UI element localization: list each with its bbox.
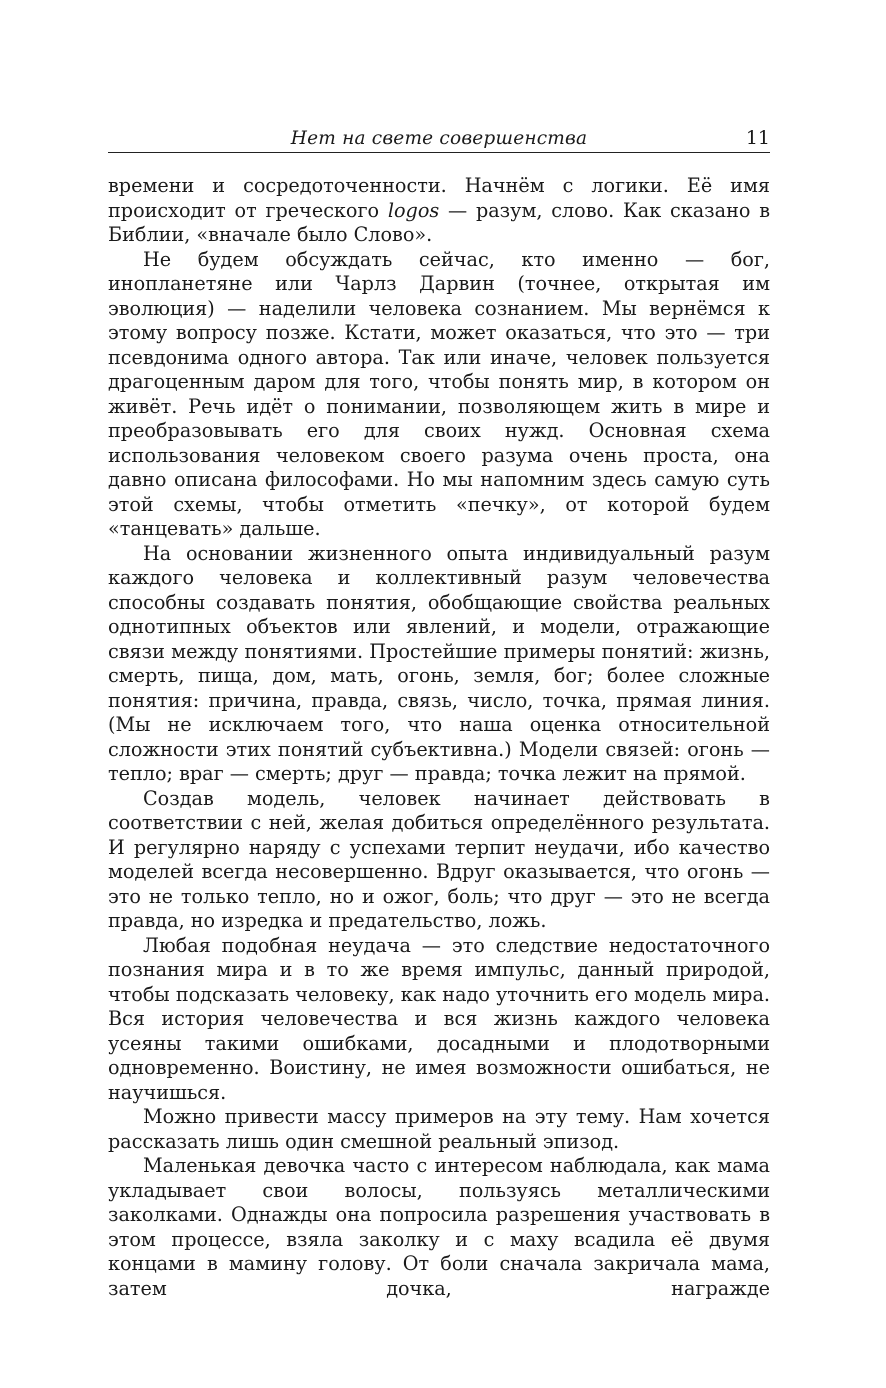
paragraph-6: Можно привести массу примеров на эту тему. Нам хочется рассказать лишь один смешной реальный эпизод.: [108, 1105, 770, 1153]
paragraph-2: Не будем обсуждать сейчас, кто именно — бог, инопланетяне или Чарлз Дарвин (точнее, открытая им эволюция) — наделили человека сознанием. Мы вернёмся к этому вопросу позже. Кстати, может оказаться, что это — три псевдонима одного автора. Так или иначе, человек пользуется драгоценным даром для того, чтобы понять мир, в котором он живёт. Речь идёт о понимании, позволяющем жить в мире и преобразовывать его для своих нужд. Основная схема использования человеком своего разума очень проста, она давно описана философами. Но мы напомним здесь самую суть этой схемы, чтобы отметить «печку», от которой будем «танцевать» дальше.: [108, 247, 770, 540]
book-page: [108, 126, 770, 1301]
paragraph-1-after: — разум, слово. Как сказано в Библии, «вначале было Слово».: [108, 198, 770, 246]
paragraph-1: [108, 174, 770, 248]
paragraph-7: Маленькая девочка часто с интересом наблюдала, как мама укладывает свои волосы, пользуясь металлическими заколками. Однажды она попросила разрешения участвовать в этом процессе, взяла заколку и с маху всадила её двумя концами в мамину голову. От боли сначала закричала мама, затем дочка, награжде: [108, 1154, 770, 1300]
running-header: [108, 126, 770, 153]
body-text: [108, 174, 770, 1301]
paragraph-4: Создав модель, человек начинает действовать в соответствии с ней, желая добиться определённого результата. И регулярно наряду с успехами терпит неудачи, ибо качество моделей всегда несовершенно. Вдруг оказывается, что огонь — это не только тепло, но и ожог, боль; что друг — это не всегда правда, но изредка и предательство, ложь.: [108, 786, 770, 932]
paragraph-1-emphasis: logos: [387, 198, 440, 222]
running-title: Нет на свете совершенства: [290, 128, 588, 149]
paragraph-1-before: времени и сосредоточенности. Начнём с логики. Её имя происходит от греческого: [108, 174, 770, 222]
page-number: 11: [745, 127, 770, 149]
paragraph-5: Любая подобная неудача — это следствие недостаточного познания мира и в то же время импульс, данный природой, чтобы подсказать человеку, как надо уточнить его модель мира. Вся история человечества и вся жизнь каждого человека усеяны такими ошибками, досадными и плодотворными одновременно. Воистину, не имея возможности ошибаться, не научишься.: [108, 933, 770, 1104]
paragraph-3: На основании жизненного опыта индивидуальный разум каждого человека и коллективный разум человечества способны создавать понятия, обобщающие свойства реальных однотипных объектов или явлений, и модели, отражающие связи между понятиями. Простейшие примеры понятий: жизнь, смерть, пища, дом, мать, огонь, земля, бог; более сложные понятия: причина, правда, связь, число, точка, прямая линия. (Мы не исключаем того, что наша оценка относительной сложности этих понятий субъективна.) Модели связей: огонь — тепло; враг — смерть; друг — правда; точка лежит на прямой.: [108, 541, 770, 785]
